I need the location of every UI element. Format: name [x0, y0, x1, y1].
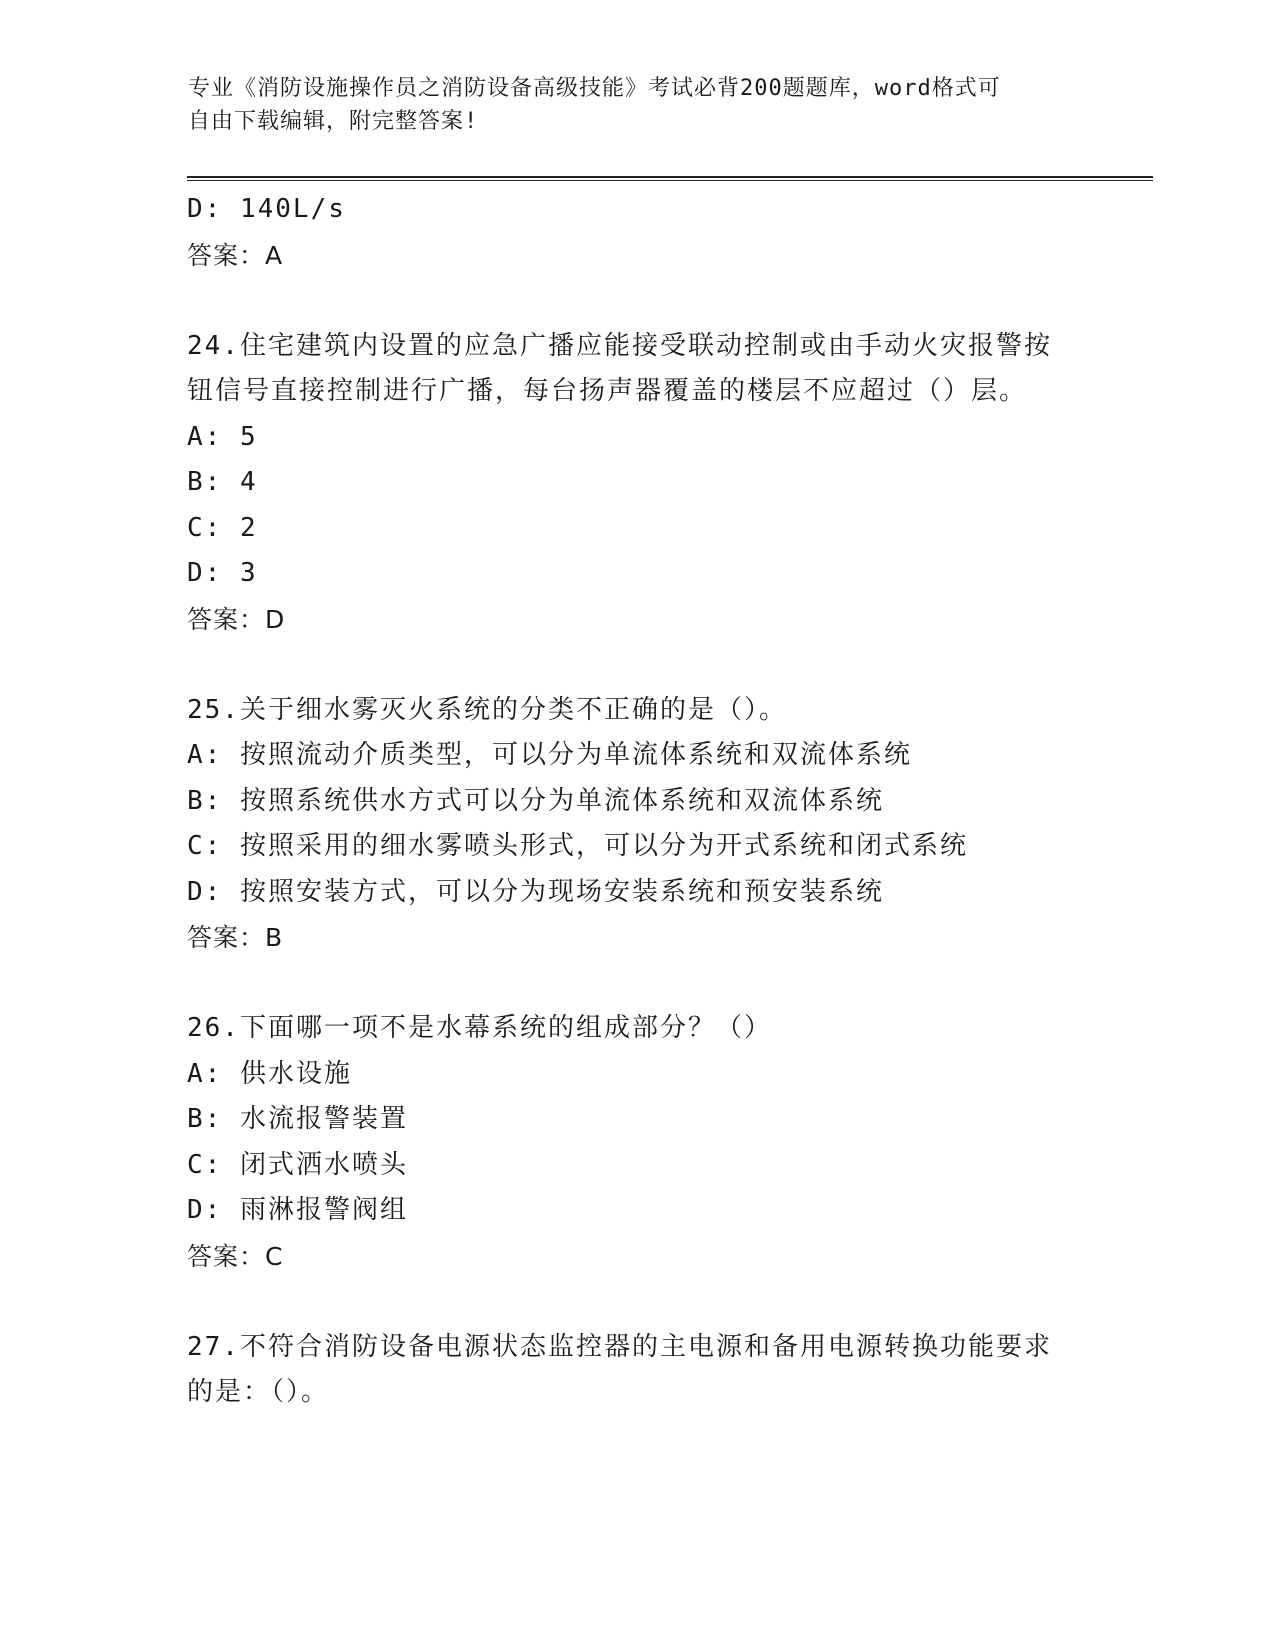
question-26 — [187, 1006, 1087, 1279]
question-stem-line: 的是：（）。 — [187, 1377, 330, 1407]
option-b: B: 水流报警装置 — [187, 1104, 408, 1134]
spacer — [187, 642, 1087, 688]
header-divider — [187, 176, 1153, 181]
option-a: A: 供水设施 — [187, 1058, 352, 1089]
spacer — [187, 1279, 1087, 1325]
question-stem-line: 钮信号直接控制进行广播，每台扬声器覆盖的楼层不应超过（）层。 — [187, 376, 1028, 406]
option-d: D: 140L/s — [187, 194, 346, 224]
question-stem-line: 26.下面哪一项不是水幕系统的组成部分？（） — [187, 1013, 772, 1043]
question-list — [187, 187, 1087, 1416]
question-24 — [187, 324, 1087, 643]
option-d: D: 雨淋报警阀组 — [187, 1195, 408, 1225]
answer: 答案：C — [187, 1241, 284, 1271]
question-stem-line: 24.住宅建筑内设置的应急广播应能接受联动控制或由手动火灾报警按 — [187, 330, 1052, 361]
question-stem-line: 27.不符合消防设备电源状态监控器的主电源和备用电源转换功能要求 — [187, 1331, 1052, 1362]
option-b: B: 按照系统供水方式可以分为单流体系统和双流体系统 — [187, 785, 884, 816]
question-27 — [187, 1325, 1087, 1416]
option-c: C: 按照采用的细水雾喷头形式，可以分为开式系统和闭式系统 — [187, 831, 968, 861]
option-a: A: 5 — [187, 421, 258, 452]
option-c: C: 2 — [187, 512, 258, 543]
header-line-1: 专业《消防设施操作员之消防设备高级技能》考试必背200题题库，word格式可 — [188, 76, 1001, 101]
option-a: A: 按照流动介质类型，可以分为单流体系统和双流体系统 — [187, 740, 912, 770]
answer: 答案：D — [187, 604, 286, 634]
question-stem-line: 25.关于细水雾灭火系统的分类不正确的是（）。 — [187, 694, 787, 725]
option-d: D: 3 — [187, 558, 258, 588]
answer: 答案：A — [187, 240, 284, 270]
option-b: B: 4 — [187, 467, 258, 497]
answer: 答案：B — [187, 923, 284, 952]
option-d: D: 按照安装方式，可以分为现场安装系统和预安装系统 — [187, 876, 884, 907]
option-c: C: 闭式洒水喷头 — [187, 1149, 408, 1180]
header-line-2: 自由下载编辑，附完整答案! — [188, 109, 479, 134]
spacer — [187, 961, 1087, 1007]
page-header — [188, 72, 1068, 138]
question-25 — [187, 688, 1087, 961]
spacer — [187, 278, 1087, 324]
